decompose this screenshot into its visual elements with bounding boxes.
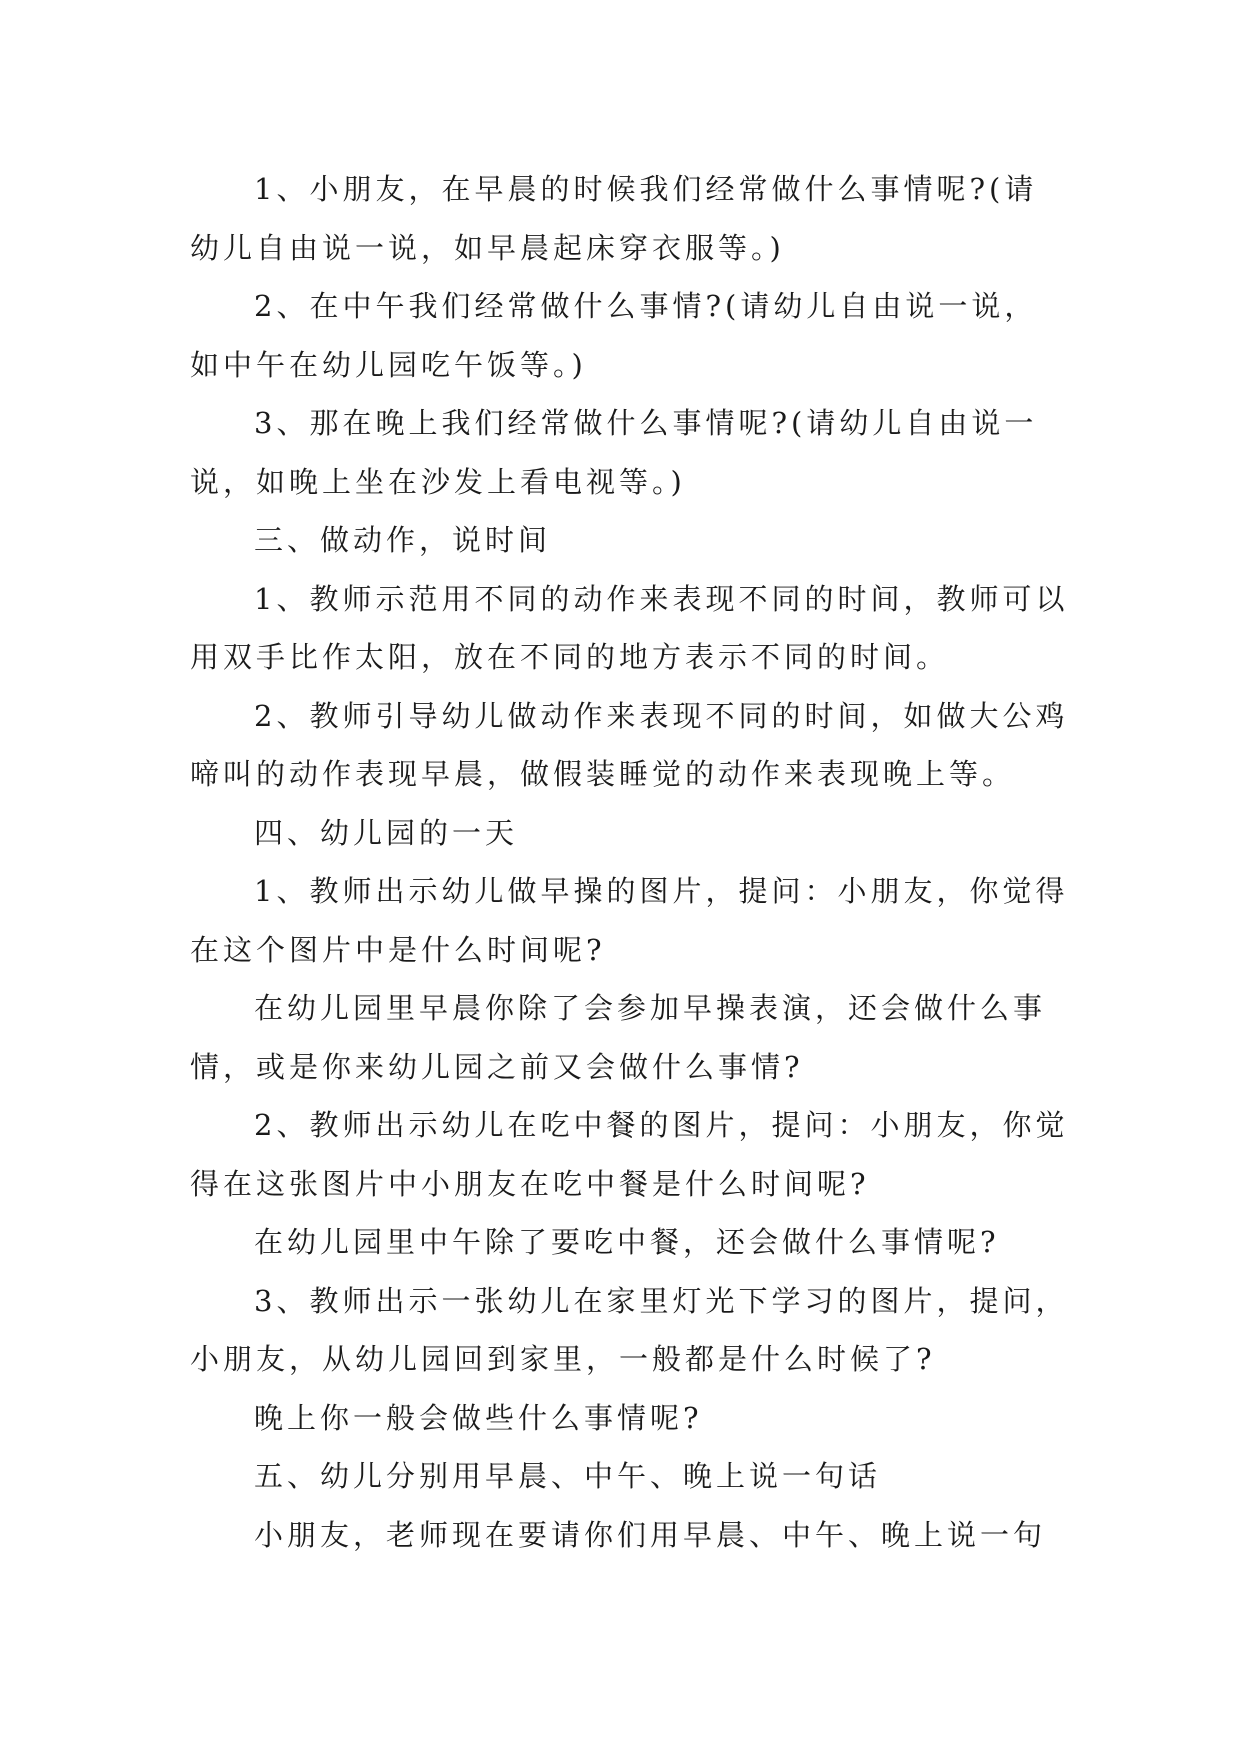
section-heading-4: 四、幼儿园的一天 (254, 815, 519, 850)
paragraph-11: 晚上你一般会做些什么事情呢? (254, 1400, 703, 1435)
paragraph-9: 在幼儿园里中午除了要吃中餐，还会做什么事情呢? (254, 1225, 1000, 1259)
paragraph-4: 1、教师示范用不同的动作来表现不同的时间，教师可以用双手比作太阳，放在不同的地方表示不同的时间。 (190, 581, 1069, 674)
paragraph-2: 2、在中午我们经常做什么事情?(请幼儿自由说一说，如中午在幼儿园吃午饭等。) (190, 289, 1038, 382)
paragraph-8: 2、教师出示幼儿在吃中餐的图片，提问：小朋友，你觉得在这张图片中小朋友在吃中餐是什么时间呢? (190, 1108, 1069, 1201)
document-body (190, 160, 1070, 1564)
paragraph-7: 在幼儿园里早晨你除了会参加早操表演，还会做什么事情，或是你来幼儿园之前又会做什么事情? (190, 991, 1047, 1084)
paragraph-6: 1、教师出示幼儿做早操的图片，提问：小朋友，你觉得在这个图片中是什么时间呢? (190, 874, 1069, 967)
section-heading-5: 五、幼儿分别用早晨、中午、晚上说一句话 (254, 1459, 882, 1493)
paragraph-12: 小朋友，老师现在要请你们用早晨、中午、晚上说一句 (254, 1517, 1047, 1552)
paragraph-10: 3、教师出示一张幼儿在家里灯光下学习的图片，提问，小朋友，从幼儿园回到家里，一般都是什么时候了? (190, 1283, 1069, 1376)
paragraph-3: 3、那在晚上我们经常做什么事情呢?(请幼儿自由说一说，如晚上坐在沙发上看电视等。) (190, 406, 1038, 499)
paragraph-1: 1、小朋友，在早晨的时候我们经常做什么事情呢?(请幼儿自由说一说，如早晨起床穿衣服等。) (190, 172, 1038, 265)
section-heading-3: 三、做动作，说时间 (254, 523, 552, 557)
paragraph-5: 2、教师引导幼儿做动作来表现不同的时间，如做大公鸡啼叫的动作表现早晨，做假装睡觉的动作来表现晚上等。 (190, 698, 1069, 791)
